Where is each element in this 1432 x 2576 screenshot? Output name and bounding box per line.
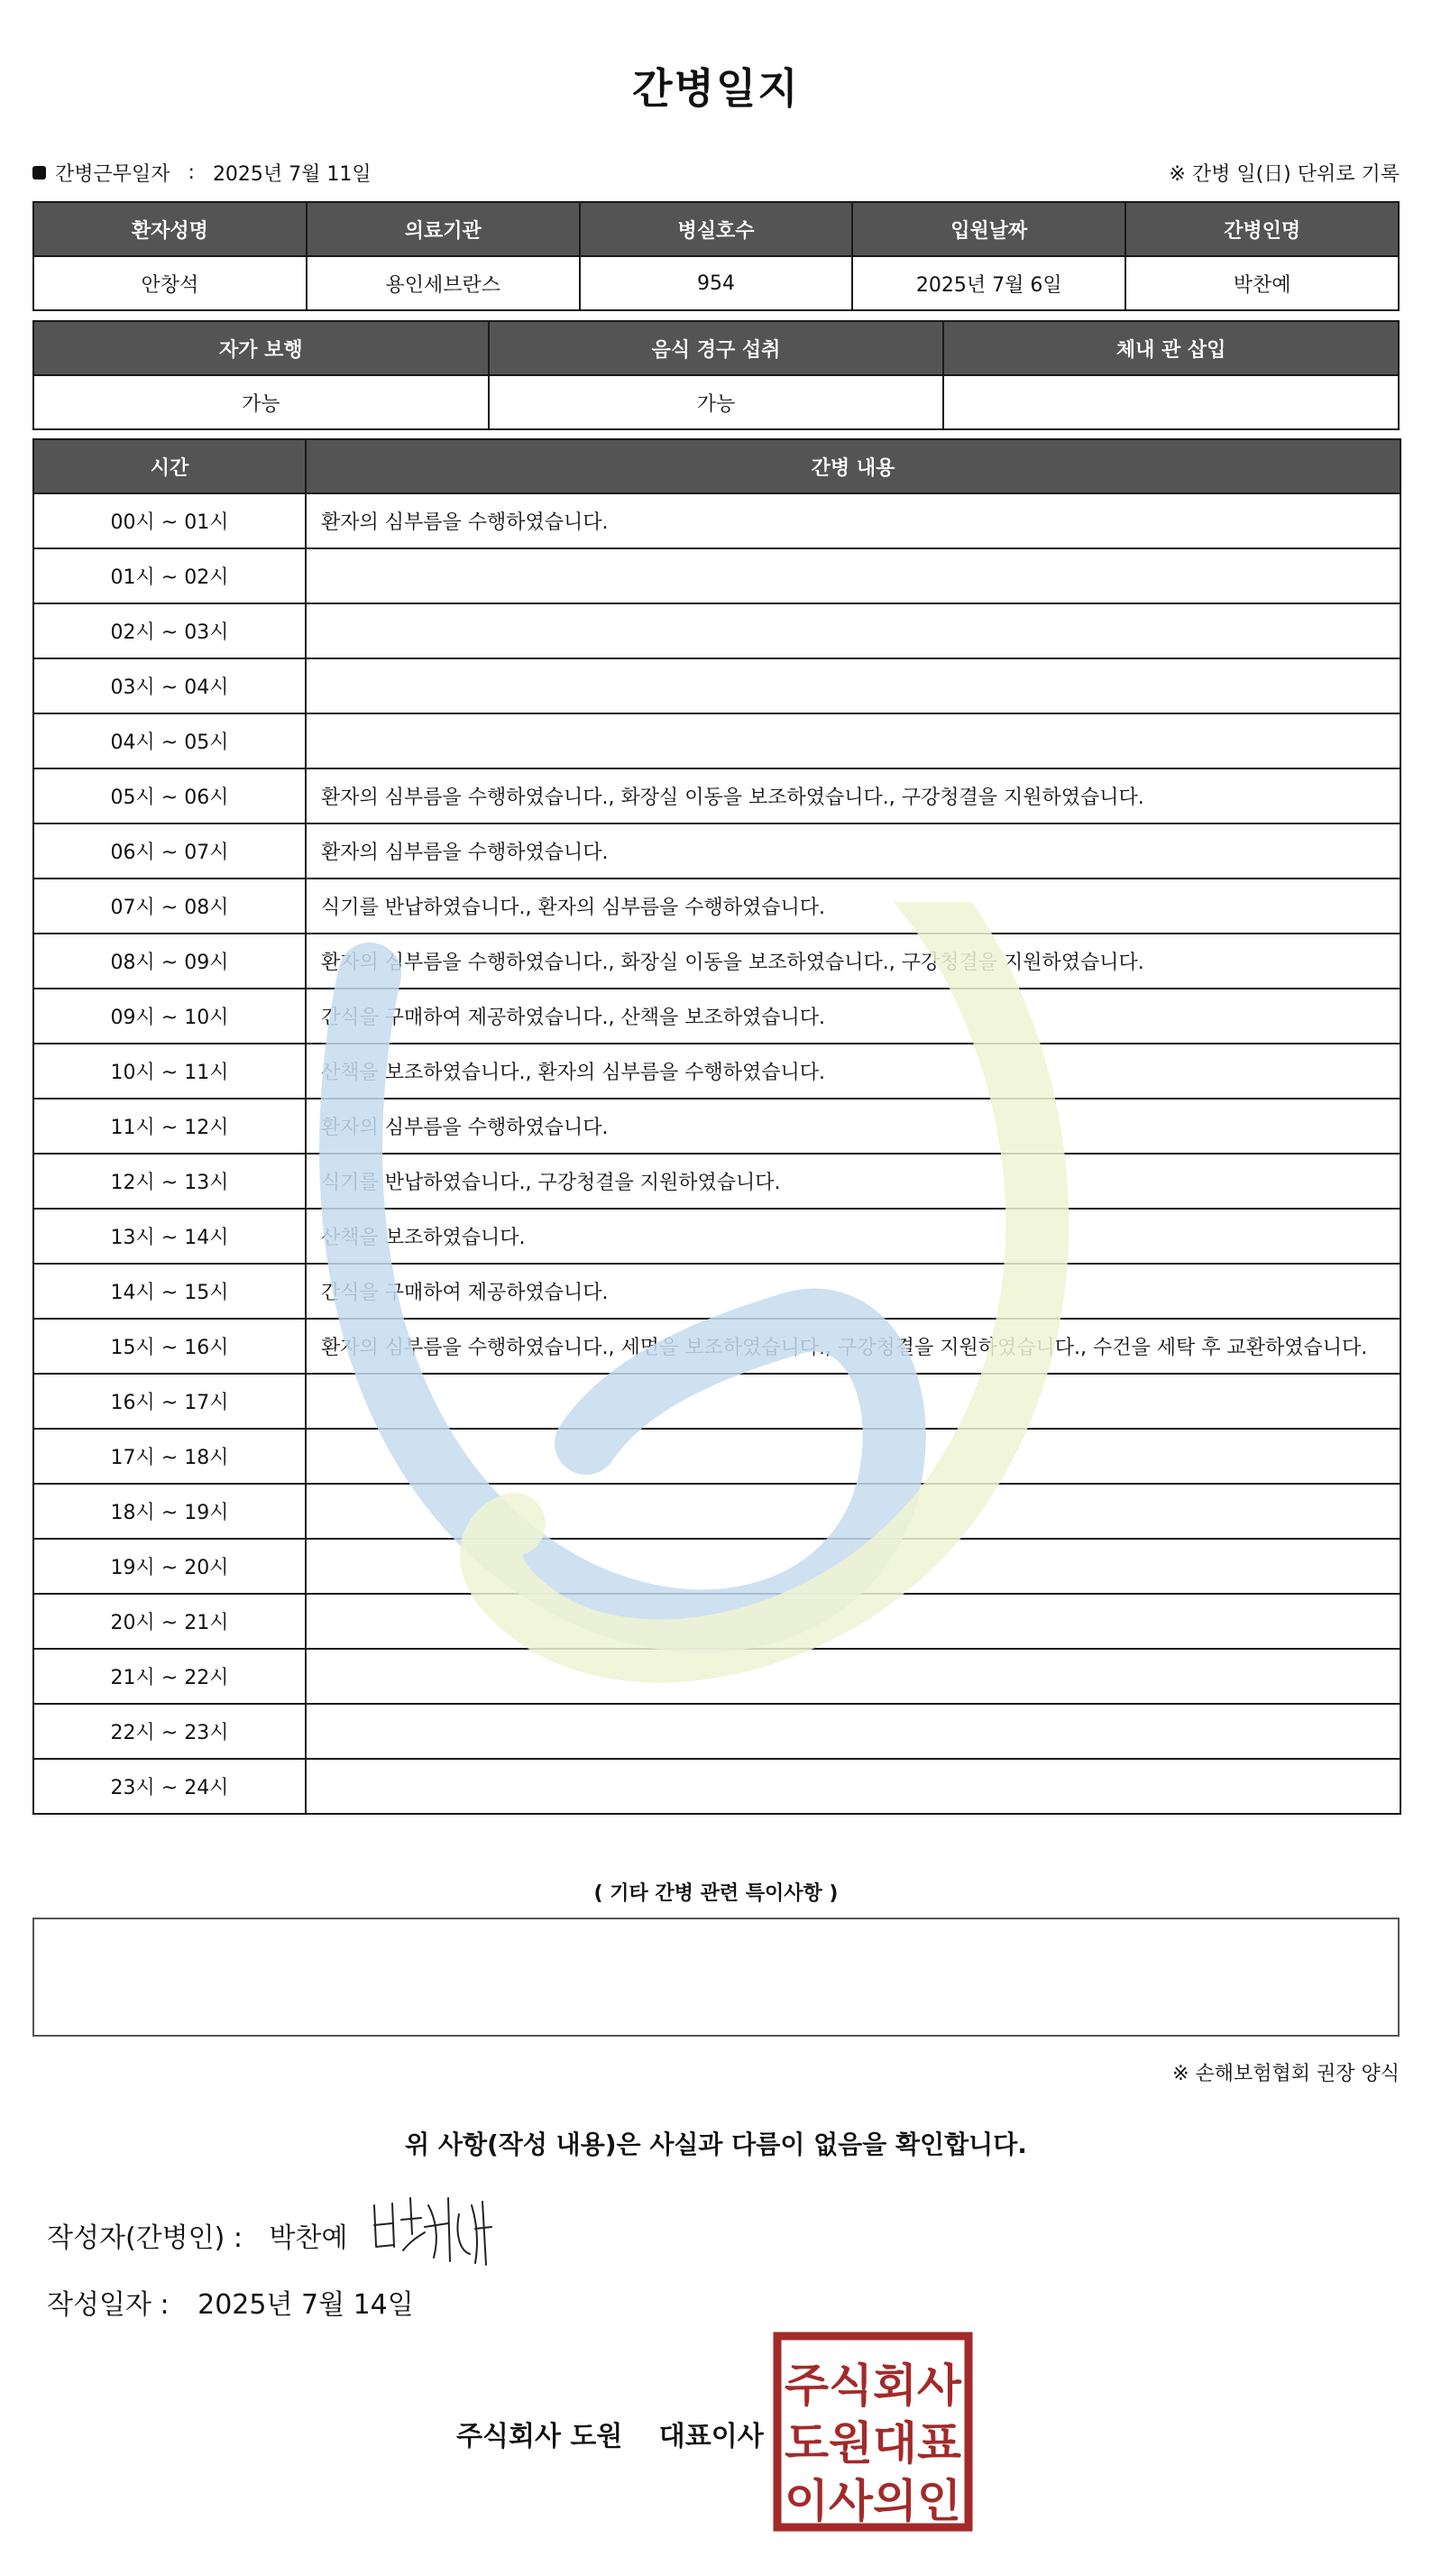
table-row xyxy=(33,989,1400,1044)
work-date-colon: : xyxy=(188,161,195,184)
header-room: 병실호수 xyxy=(580,202,853,256)
table-row xyxy=(33,1044,1400,1099)
table-row xyxy=(33,1649,1400,1704)
work-date-value: 2025년 7월 11일 xyxy=(212,163,372,186)
time-slot: 05시 ~ 06시 xyxy=(33,768,306,823)
time-slot: 15시 ~ 16시 xyxy=(33,1319,306,1374)
care-log-table xyxy=(32,438,1401,1815)
care-content: 간식을 구매하여 제공하였습니다. xyxy=(306,1264,1400,1319)
patient-info-header-row xyxy=(33,202,1399,256)
svg-text:도원대표: 도원대표 xyxy=(785,2417,962,2470)
time-slot: 19시 ~ 20시 xyxy=(33,1539,306,1594)
care-content: 간식을 구매하여 제공하였습니다., 산책을 보조하였습니다. xyxy=(306,989,1400,1044)
care-content xyxy=(306,658,1400,713)
care-content: 환자의 심부름을 수행하였습니다. xyxy=(306,1099,1400,1154)
time-slot: 22시 ~ 23시 xyxy=(33,1704,306,1759)
header-caregiver: 간병인명 xyxy=(1125,202,1399,256)
care-content: 산책을 보조하였습니다. xyxy=(306,1209,1400,1264)
time-slot: 10시 ~ 11시 xyxy=(33,1044,306,1099)
header-care-content: 간병 내용 xyxy=(306,439,1400,493)
page-title: 간병일지 xyxy=(632,64,800,113)
time-slot: 06시 ~ 07시 xyxy=(33,823,306,879)
care-content xyxy=(306,1649,1400,1704)
table-row xyxy=(33,548,1400,603)
care-content xyxy=(306,1759,1400,1814)
patient-info-value-row xyxy=(33,256,1399,310)
care-content: 환자의 심부름을 수행하였습니다. xyxy=(306,493,1400,548)
header-oral-intake: 음식 경구 섭취 xyxy=(489,321,944,375)
care-content xyxy=(306,1429,1400,1484)
hospital-name: 용인세브란스 xyxy=(307,256,580,310)
time-slot: 11시 ~ 12시 xyxy=(33,1099,306,1154)
care-content xyxy=(306,1539,1400,1594)
time-slot: 01시 ~ 02시 xyxy=(33,548,306,603)
table-row xyxy=(33,1099,1400,1154)
room-number: 954 xyxy=(580,256,853,310)
table-row xyxy=(33,934,1400,989)
self-walking-value: 가능 xyxy=(33,375,489,429)
time-slot: 13시 ~ 14시 xyxy=(33,1209,306,1264)
written-date-value: 2025년 7월 14일 xyxy=(197,2289,414,2321)
table-row xyxy=(33,879,1400,934)
admission-date: 2025년 7월 6일 xyxy=(852,256,1125,310)
care-content xyxy=(306,1484,1400,1539)
written-date-line xyxy=(47,2282,414,2322)
time-slot: 00시 ~ 01시 xyxy=(33,493,306,548)
company-line xyxy=(456,2414,764,2453)
table-row xyxy=(33,823,1400,879)
header-patient-name: 환자성명 xyxy=(33,202,307,256)
table-row xyxy=(33,1264,1400,1319)
care-log-header-row xyxy=(33,439,1400,493)
caregiver-name: 박찬예 xyxy=(1125,256,1399,310)
care-content xyxy=(306,1594,1400,1649)
table-row xyxy=(33,1429,1400,1484)
time-slot: 03시 ~ 04시 xyxy=(33,658,306,713)
company-name: 주식회사 도원 xyxy=(456,2421,623,2452)
table-row xyxy=(33,603,1400,658)
notes-title: ( 기타 간병 관련 특이사항 ) xyxy=(593,1882,839,1905)
header-time: 시간 xyxy=(33,439,306,493)
header-admission-date: 입원날짜 xyxy=(852,202,1125,256)
time-slot: 23시 ~ 24시 xyxy=(33,1759,306,1814)
care-content xyxy=(306,1704,1400,1759)
time-slot: 21시 ~ 22시 xyxy=(33,1649,306,1704)
tube-insertion-value xyxy=(943,375,1399,429)
author-line xyxy=(47,2215,347,2255)
time-slot: 09시 ~ 10시 xyxy=(33,989,306,1044)
time-slot: 07시 ~ 08시 xyxy=(33,879,306,934)
table-row xyxy=(33,1539,1400,1594)
header-self-walking: 자가 보행 xyxy=(33,321,489,375)
patient-name: 안창석 xyxy=(33,256,307,310)
time-slot: 02시 ~ 03시 xyxy=(33,603,306,658)
ability-value-row xyxy=(33,375,1399,429)
header-tube-insertion: 체내 관 삽입 xyxy=(943,321,1399,375)
time-slot: 04시 ~ 05시 xyxy=(33,713,306,768)
table-row xyxy=(33,768,1400,823)
care-content: 식기를 반납하였습니다., 구강청결을 지원하였습니다. xyxy=(306,1154,1400,1209)
time-slot: 20시 ~ 21시 xyxy=(33,1594,306,1649)
care-content: 환자의 심부름을 수행하였습니다. xyxy=(306,823,1400,879)
handwritten-signature xyxy=(365,2187,528,2268)
table-row xyxy=(33,713,1400,768)
header-hospital: 의료기관 xyxy=(307,202,580,256)
care-content: 식기를 반납하였습니다., 환자의 심부름을 수행하였습니다. xyxy=(306,879,1400,934)
time-slot: 08시 ~ 09시 xyxy=(33,934,306,989)
author-name: 박찬예 xyxy=(269,2222,348,2254)
notes-box xyxy=(32,1918,1400,2037)
care-content: 환자의 심부름을 수행하였습니다., 화장실 이동을 보조하였습니다., 구강청결을 지원하였습니다. xyxy=(306,768,1400,823)
table-row xyxy=(33,1209,1400,1264)
care-content xyxy=(306,603,1400,658)
work-date-label: 간병근무일자 xyxy=(55,163,170,186)
table-row xyxy=(33,493,1400,548)
care-content: 환자의 심부름을 수행하였습니다., 세면을 보조하였습니다., 구강청결을 지원하였습니다., 수건을 세탁 후 교환하였습니다. xyxy=(306,1319,1400,1374)
form-source-note: ※ 손해보험협회 권장 양식 xyxy=(1172,2063,1400,2085)
table-row xyxy=(33,1759,1400,1814)
table-row xyxy=(33,1374,1400,1429)
ability-header-row xyxy=(33,321,1399,375)
care-content: 환자의 심부름을 수행하였습니다., 화장실 이동을 보조하였습니다., 구강청결을 지원하였습니다. xyxy=(306,934,1400,989)
table-row xyxy=(33,1319,1400,1374)
table-row xyxy=(33,1484,1400,1539)
care-content xyxy=(306,548,1400,603)
bullet-square-icon xyxy=(32,166,46,179)
record-unit-note: ※ 간병 일(日) 단위로 기록 xyxy=(1169,163,1400,186)
time-slot: 16시 ~ 17시 xyxy=(33,1374,306,1429)
care-content xyxy=(306,713,1400,768)
time-slot: 14시 ~ 15시 xyxy=(33,1264,306,1319)
ability-table xyxy=(32,320,1400,430)
time-slot: 18시 ~ 19시 xyxy=(33,1484,306,1539)
confirmation-statement: 위 사항(작성 내용)은 사실과 다름이 없음을 확인합니다. xyxy=(405,2130,1027,2159)
oral-intake-value: 가능 xyxy=(489,375,944,429)
author-label: 작성자(간병인) : xyxy=(47,2222,243,2254)
time-slot: 17시 ~ 18시 xyxy=(33,1429,306,1484)
time-slot: 12시 ~ 13시 xyxy=(33,1154,306,1209)
table-row xyxy=(33,658,1400,713)
table-row xyxy=(33,1154,1400,1209)
care-content xyxy=(306,1374,1400,1429)
care-content: 산책을 보조하였습니다., 환자의 심부름을 수행하였습니다. xyxy=(306,1044,1400,1099)
written-date-label: 작성일자 : xyxy=(47,2289,170,2321)
svg-text:주식회사: 주식회사 xyxy=(785,2360,962,2412)
svg-text:이사의인: 이사의인 xyxy=(785,2475,961,2527)
work-date xyxy=(32,159,372,187)
patient-info-table xyxy=(32,201,1400,311)
company-representative: 대표이사 xyxy=(658,2421,764,2452)
care-log-body xyxy=(33,493,1400,1814)
table-row xyxy=(33,1704,1400,1759)
company-seal-stamp xyxy=(772,2331,974,2533)
table-row xyxy=(33,1594,1400,1649)
